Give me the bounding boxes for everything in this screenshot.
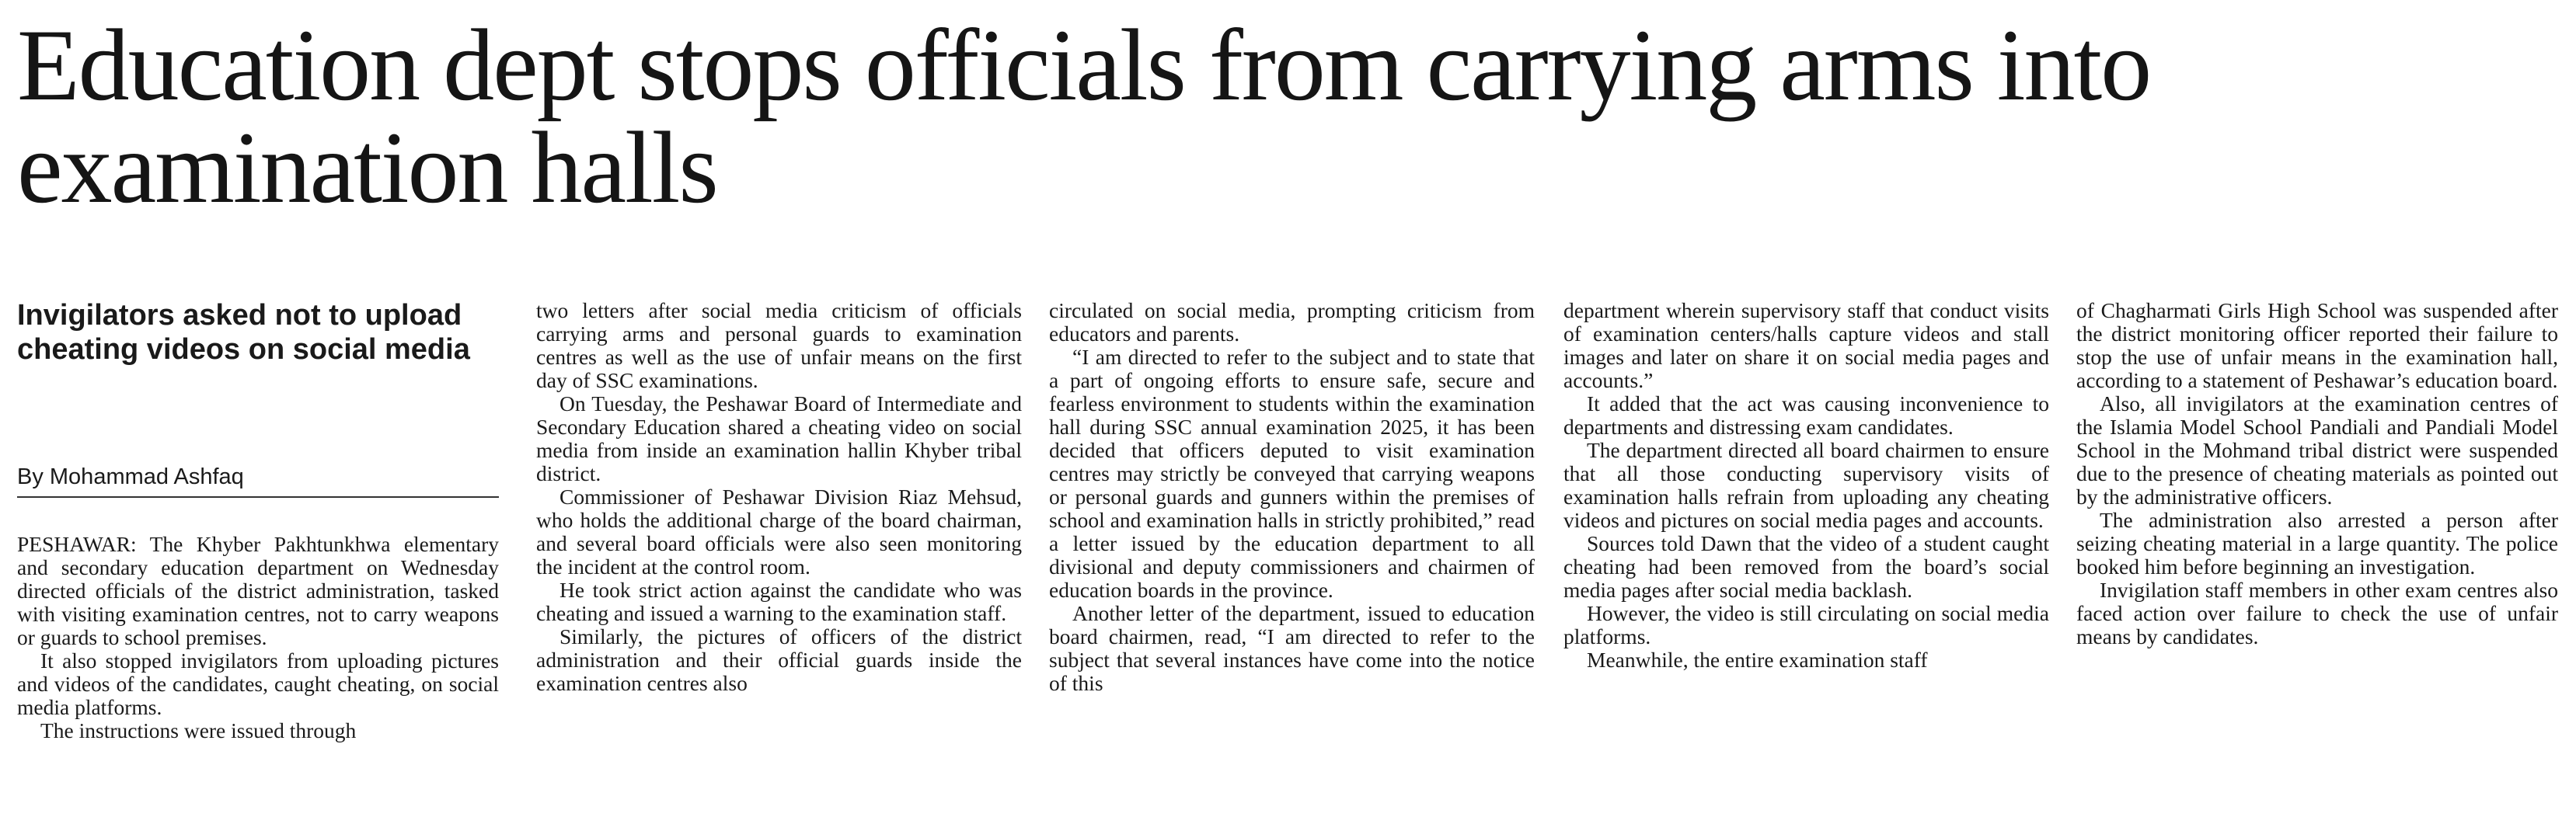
paragraph: department wherein supervisory staff that conduct visits of examination centers/halls capture videos and stall images and later on share it on social media pages and accounts.” [1563, 299, 2049, 392]
paragraph: It added that the act was causing inconvenience to departments and distressing exam candidates. [1563, 391, 2049, 439]
paragraph: two letters after social media criticism of officials carrying arms and personal guards to examination centres as well as the use of unfair means on the first day of SSC examinations. [536, 299, 1022, 392]
paragraph: Invigilation staff members in other exam centres also faced action over failure to check the use of unfair means by candidates. [2076, 578, 2558, 648]
paragraph: circulated on social media, prompting criticism from educators and parents. [1049, 299, 1535, 346]
article-column-3 [1049, 299, 1535, 812]
article-column-5 [2076, 299, 2558, 812]
paragraph: Sources told Dawn that the video of a student caught cheating had been removed from the board’s social media pages after social media backlash. [1563, 531, 2049, 602]
paragraph: PESHAWAR: The Khyber Pakhtunkhwa elementary and secondary education department on Wednesday directed officials of the district administration, tasked with visiting examination centres, not to carry weapons or guards to school premises. [17, 533, 499, 649]
paragraph: of Chagharmati Girls High School was suspended after the district monitoring officer reported their failure to stop the use of unfair means in the examination hall, according to a statement of Peshawar’s education board. [2076, 299, 2558, 392]
paragraph: The instructions were issued through [40, 718, 357, 742]
subheadline: Invigilators asked not to upload cheating videos on social media [17, 299, 470, 366]
paragraph: He took strict action against the candidate who was cheating and issued a warning to the examination staff. [536, 578, 1022, 625]
article-column-4 [1563, 299, 2049, 812]
paragraph: “I am directed to refer to the subject and to state that a part of ongoing efforts to ensure safe, secure and fearless environment to students within the examination hall during SSC annual examination 2025, it has been decided that officers deputed to visit examination centres may strictly be conveyed that carrying weapons or personal guards and gunners within the premises of school and examination halls in strictly prohibited,” read a letter issued by the education department to all divisional and deputy commissioners and chairmen of education boards in the province. [1049, 345, 1535, 602]
headline: Education dept stops officials from carrying arms into examination halls [17, 8, 2151, 224]
paragraph: Similarly, the pictures of officers of the district administration and their official guards inside the examination centres also [536, 624, 1022, 695]
paragraph: Also, all invigilators at the examination centres of the Islamia Model School Pandiali and Pandiali Model School in the Mohmand tribal district were suspended due to the presence of cheating materials as pointed out by the administrative officers. [2076, 391, 2558, 509]
article-column-1 [17, 533, 499, 814]
paragraph: The administration also arrested a person after seizing cheating material in a large quantity. The police booked him before beginning an investigation. [2076, 508, 2558, 579]
article-column-2 [536, 299, 1022, 812]
paragraph: It also stopped invigilators from uploading pictures and videos of the candidates, caught cheating, on social media platforms. [17, 648, 499, 719]
byline: By Mohammad Ashfaq [17, 464, 499, 498]
paragraph: On Tuesday, the Peshawar Board of Intermediate and Secondary Education shared a cheating video on social media from inside an examination hallin Khyber tribal district. [536, 391, 1022, 485]
paragraph: Another letter of the department, issued to education board chairmen, read, “I am directed to refer to the subject that several instances have come into the notice of this [1049, 601, 1535, 695]
paragraph: Commissioner of Peshawar Division Riaz Mehsud, who holds the additional charge of the board chairman, and several board officials were also seen monitoring the incident at the control room. [536, 485, 1022, 579]
paragraph: Meanwhile, the entire examination staff [1587, 648, 1928, 672]
paragraph: However, the video is still circulating on social media platforms. [1563, 601, 2049, 648]
paragraph: The department directed all board chairmen to ensure that all those conducting supervisory visits of examination halls refrain from uploading any cheating videos and pictures on social media pages and accounts. [1563, 438, 2049, 532]
